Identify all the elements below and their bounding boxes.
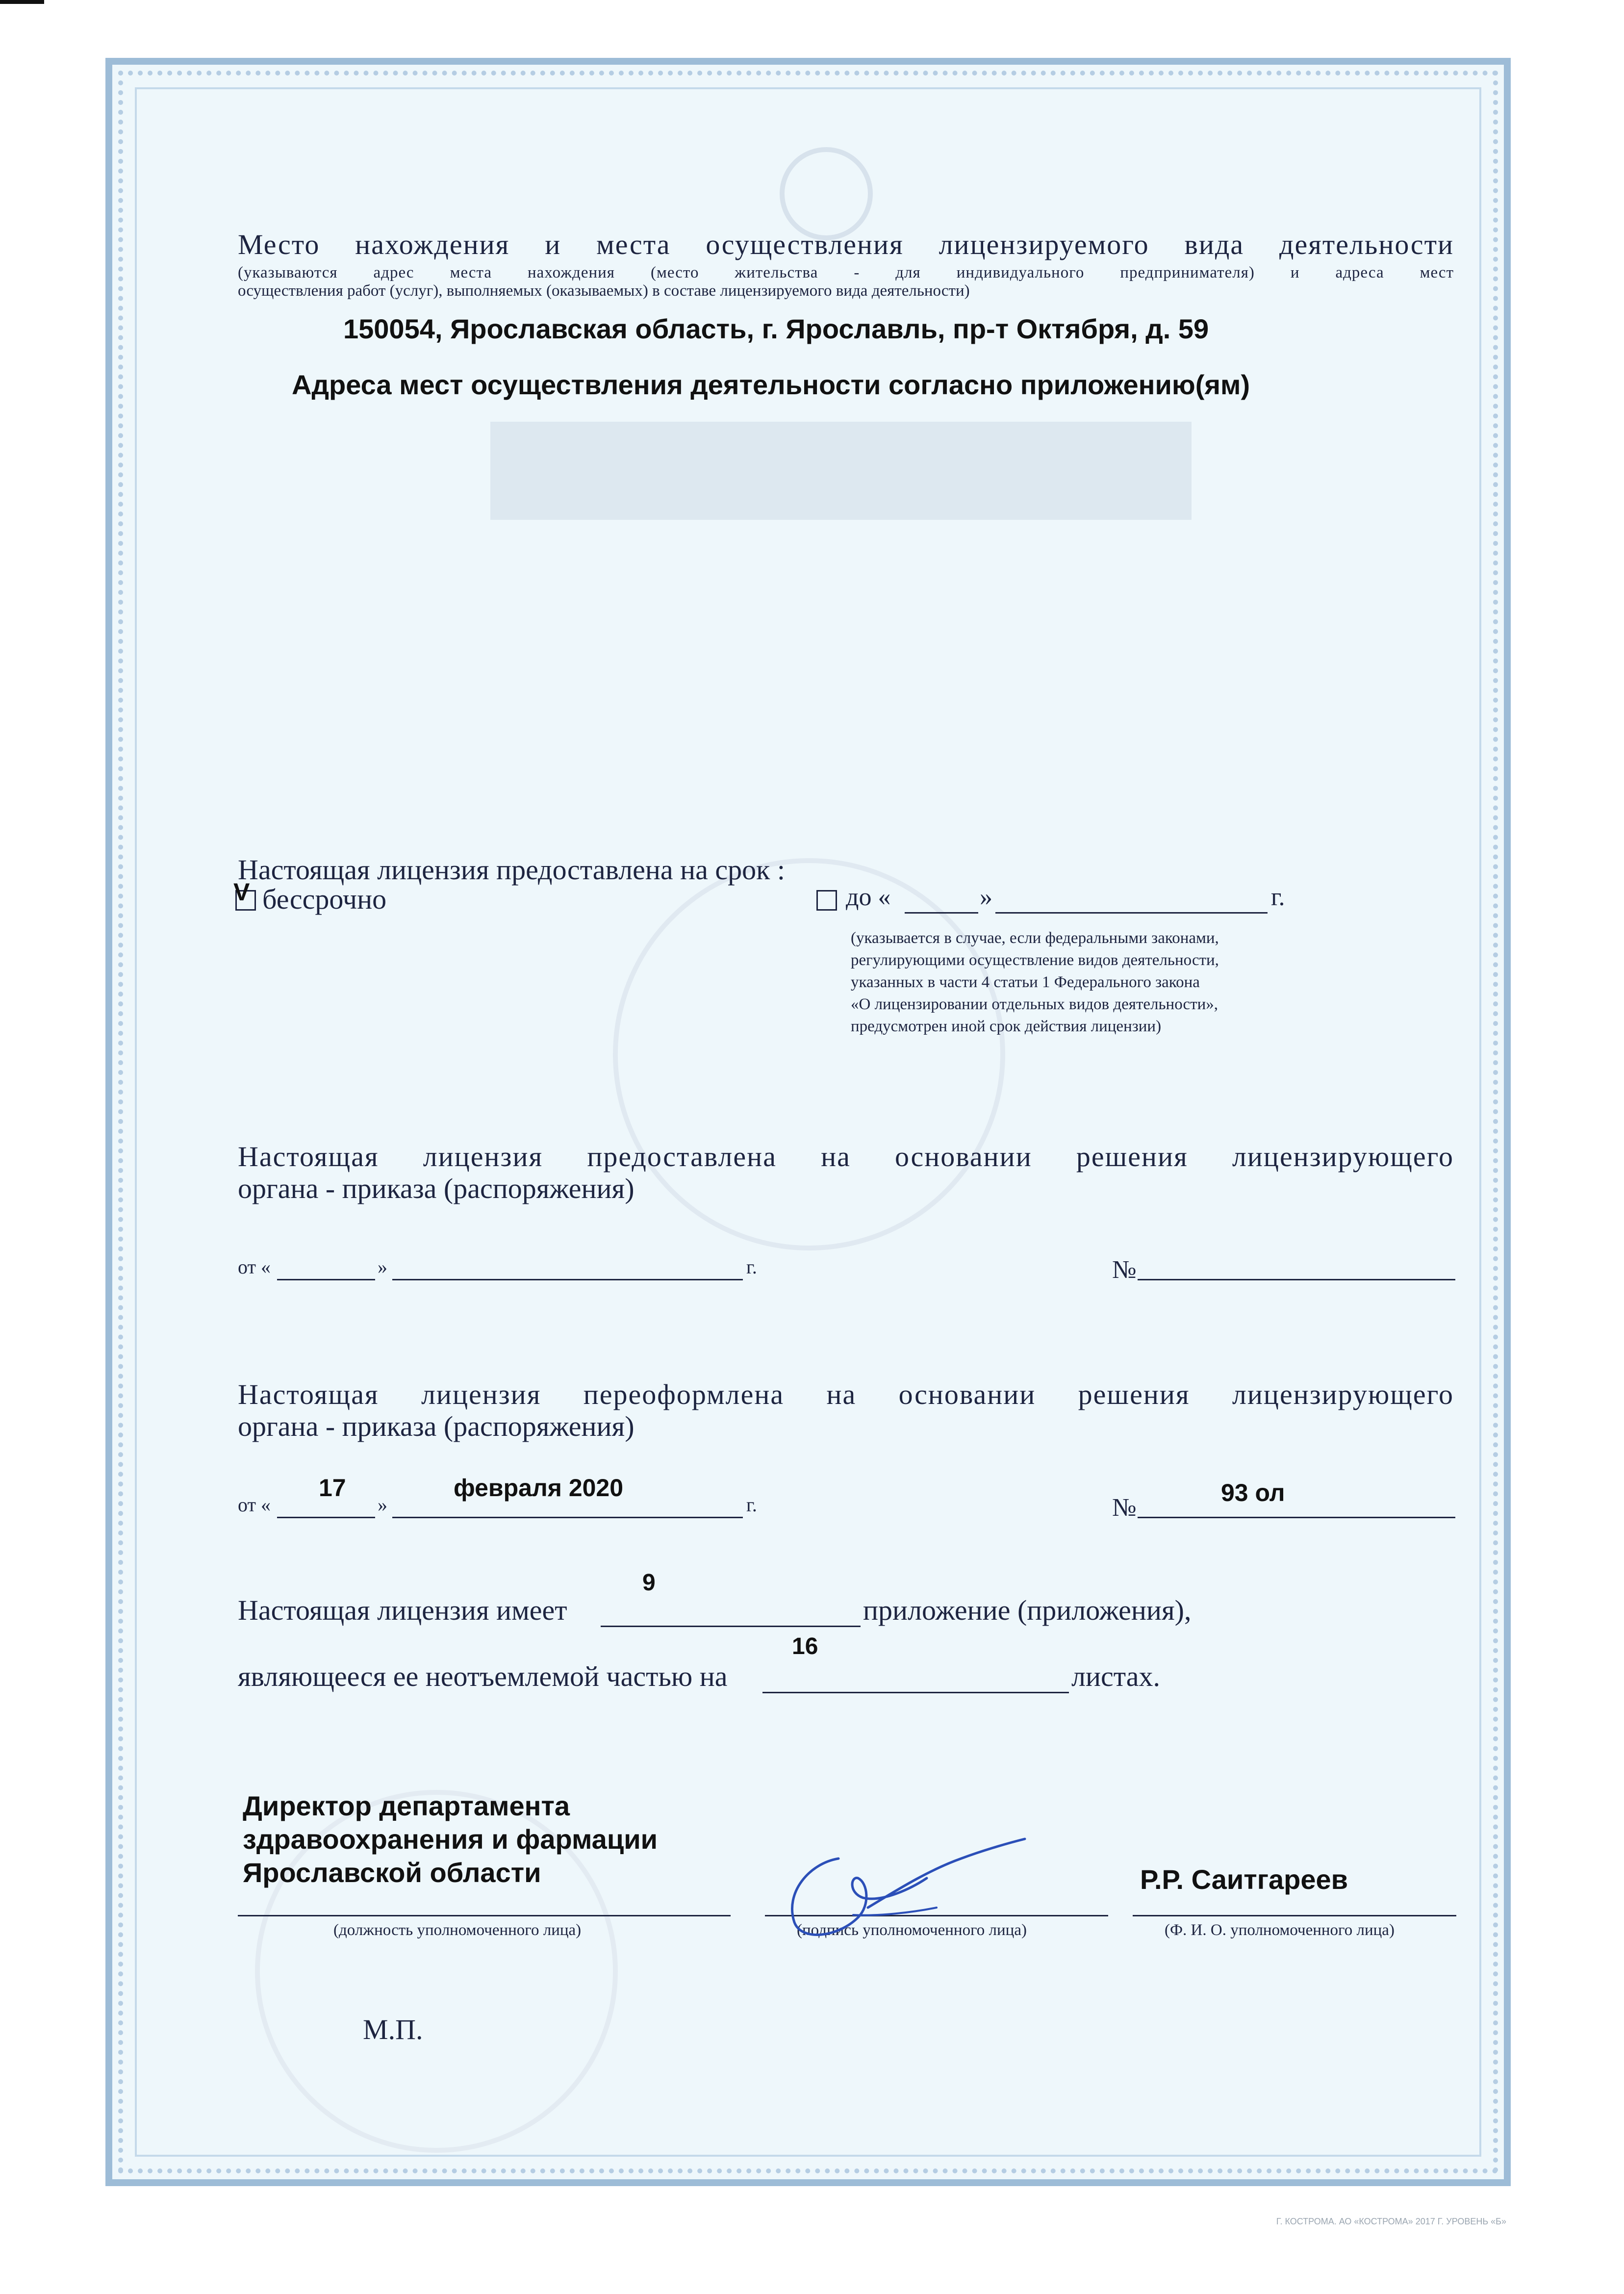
until-month-line bbox=[995, 912, 1268, 914]
until-day-line bbox=[905, 912, 978, 914]
granted-month-line bbox=[392, 1279, 743, 1280]
term-note-5: предусмотрен иной срок действия лицензии) bbox=[851, 1018, 1162, 1035]
reissued-day: 17 bbox=[319, 1474, 346, 1502]
reissued-line-2: органа - приказа (распоряжения) bbox=[238, 1410, 634, 1442]
appendix-sheets-suffix: листах. bbox=[1071, 1660, 1161, 1692]
reissued-from-prefix: от « bbox=[238, 1494, 271, 1516]
appendix-count-line bbox=[601, 1626, 861, 1627]
reissued-month-year: февраля 2020 bbox=[454, 1474, 624, 1502]
appendix-sheets-line bbox=[762, 1692, 1069, 1693]
granted-line-1: Настоящая лицензия предоставлена на основании решения лицензирующего bbox=[238, 1141, 1454, 1172]
reissued-number: 93 ол bbox=[1221, 1479, 1285, 1506]
reissued-line-1: Настоящая лицензия переоформлена на основании решения лицензирующего bbox=[238, 1378, 1454, 1410]
reissued-number-label: № bbox=[1112, 1494, 1137, 1522]
location-heading: Место нахождения и места осуществления лицензируемого вида деятельности bbox=[238, 229, 1454, 260]
term-note-3: указанных в части 4 статьи 1 Федерального закона bbox=[851, 973, 1200, 991]
caption-position: (должность уполномоченного лица) bbox=[333, 1921, 582, 1939]
until-date-checkbox[interactable] bbox=[816, 890, 837, 911]
until-mid: » bbox=[980, 883, 992, 911]
printer-note: Г. КОСТРОМА. АО «КОСТРОМА» 2017 Г. УРОВЕНЬ «Б» bbox=[1276, 2217, 1506, 2226]
handwritten-signature bbox=[765, 1824, 1040, 1942]
addresses-note: Адреса мест осуществления деятельности согласно приложению(ям) bbox=[292, 369, 1250, 400]
appendix-has-prefix: Настоящая лицензия имеет bbox=[238, 1594, 567, 1626]
appendix-sheets-prefix: являющееся ее неотъемлемой частью на bbox=[238, 1660, 728, 1692]
appendix-count: 9 bbox=[642, 1570, 656, 1596]
caption-name: (Ф. И. О. уполномоченного лица) bbox=[1165, 1921, 1395, 1939]
appendix-sheets: 16 bbox=[792, 1633, 818, 1659]
until-prefix: до « bbox=[846, 883, 891, 911]
term-note-1: (указывается в случае, если федеральными законами, bbox=[851, 929, 1219, 947]
scan-corner-mark bbox=[0, 0, 44, 4]
term-note-2: регулирующими осуществление видов деятельности, bbox=[851, 951, 1219, 969]
license-address: 150054, Ярославская область, г. Ярославль, пр-т Октября, д. 59 bbox=[343, 313, 1209, 344]
granted-from-prefix: от « bbox=[238, 1256, 271, 1278]
reissued-from-mid: » bbox=[378, 1494, 387, 1516]
ghost-seal-center bbox=[613, 858, 1005, 1250]
reissued-month-line bbox=[392, 1517, 743, 1518]
granted-from-mid: » bbox=[378, 1256, 387, 1278]
until-suffix: г. bbox=[1271, 883, 1285, 911]
ghost-banner bbox=[490, 422, 1192, 520]
granted-number-line bbox=[1138, 1279, 1455, 1280]
signer-name: Р.Р. Саитгареев bbox=[1140, 1864, 1348, 1895]
signer-position-2: здравоохранения и фармации bbox=[243, 1824, 658, 1855]
signer-position-1: Директор департамента bbox=[243, 1790, 570, 1821]
reissued-number-line bbox=[1138, 1517, 1455, 1518]
granted-number-label: № bbox=[1112, 1256, 1137, 1284]
appendix-has-suffix: приложение (приложения), bbox=[863, 1594, 1192, 1626]
granted-day-line bbox=[277, 1279, 375, 1280]
ghost-seal-top bbox=[780, 147, 873, 240]
term-heading: Настоящая лицензия предоставлена на срок : bbox=[238, 854, 785, 886]
stamp-place: М.П. bbox=[363, 2014, 423, 2045]
unlimited-check-mark: V bbox=[233, 878, 250, 906]
reissued-year-suffix: г. bbox=[746, 1494, 757, 1516]
unlimited-label: бессрочно bbox=[262, 883, 387, 915]
name-line bbox=[1133, 1915, 1456, 1916]
granted-line-2: органа - приказа (распоряжения) bbox=[238, 1172, 634, 1204]
location-note-2: осуществления работ (услуг), выполняемых (оказываемых) в составе лицензируемого вида деятельности) bbox=[238, 282, 970, 300]
term-note-4: «О лицензировании отдельных видов деятельности», bbox=[851, 995, 1218, 1013]
caption-signature: (подпись уполномоченного лица) bbox=[797, 1921, 1027, 1939]
position-line bbox=[238, 1915, 731, 1916]
reissued-day-line bbox=[277, 1517, 375, 1518]
granted-year-suffix: г. bbox=[746, 1256, 757, 1278]
signer-position-3: Ярославской области bbox=[243, 1857, 541, 1888]
location-note-1: (указываются адрес места нахождения (место жительства - для индивидуального предпринимателя) и адреса мест bbox=[238, 264, 1454, 281]
